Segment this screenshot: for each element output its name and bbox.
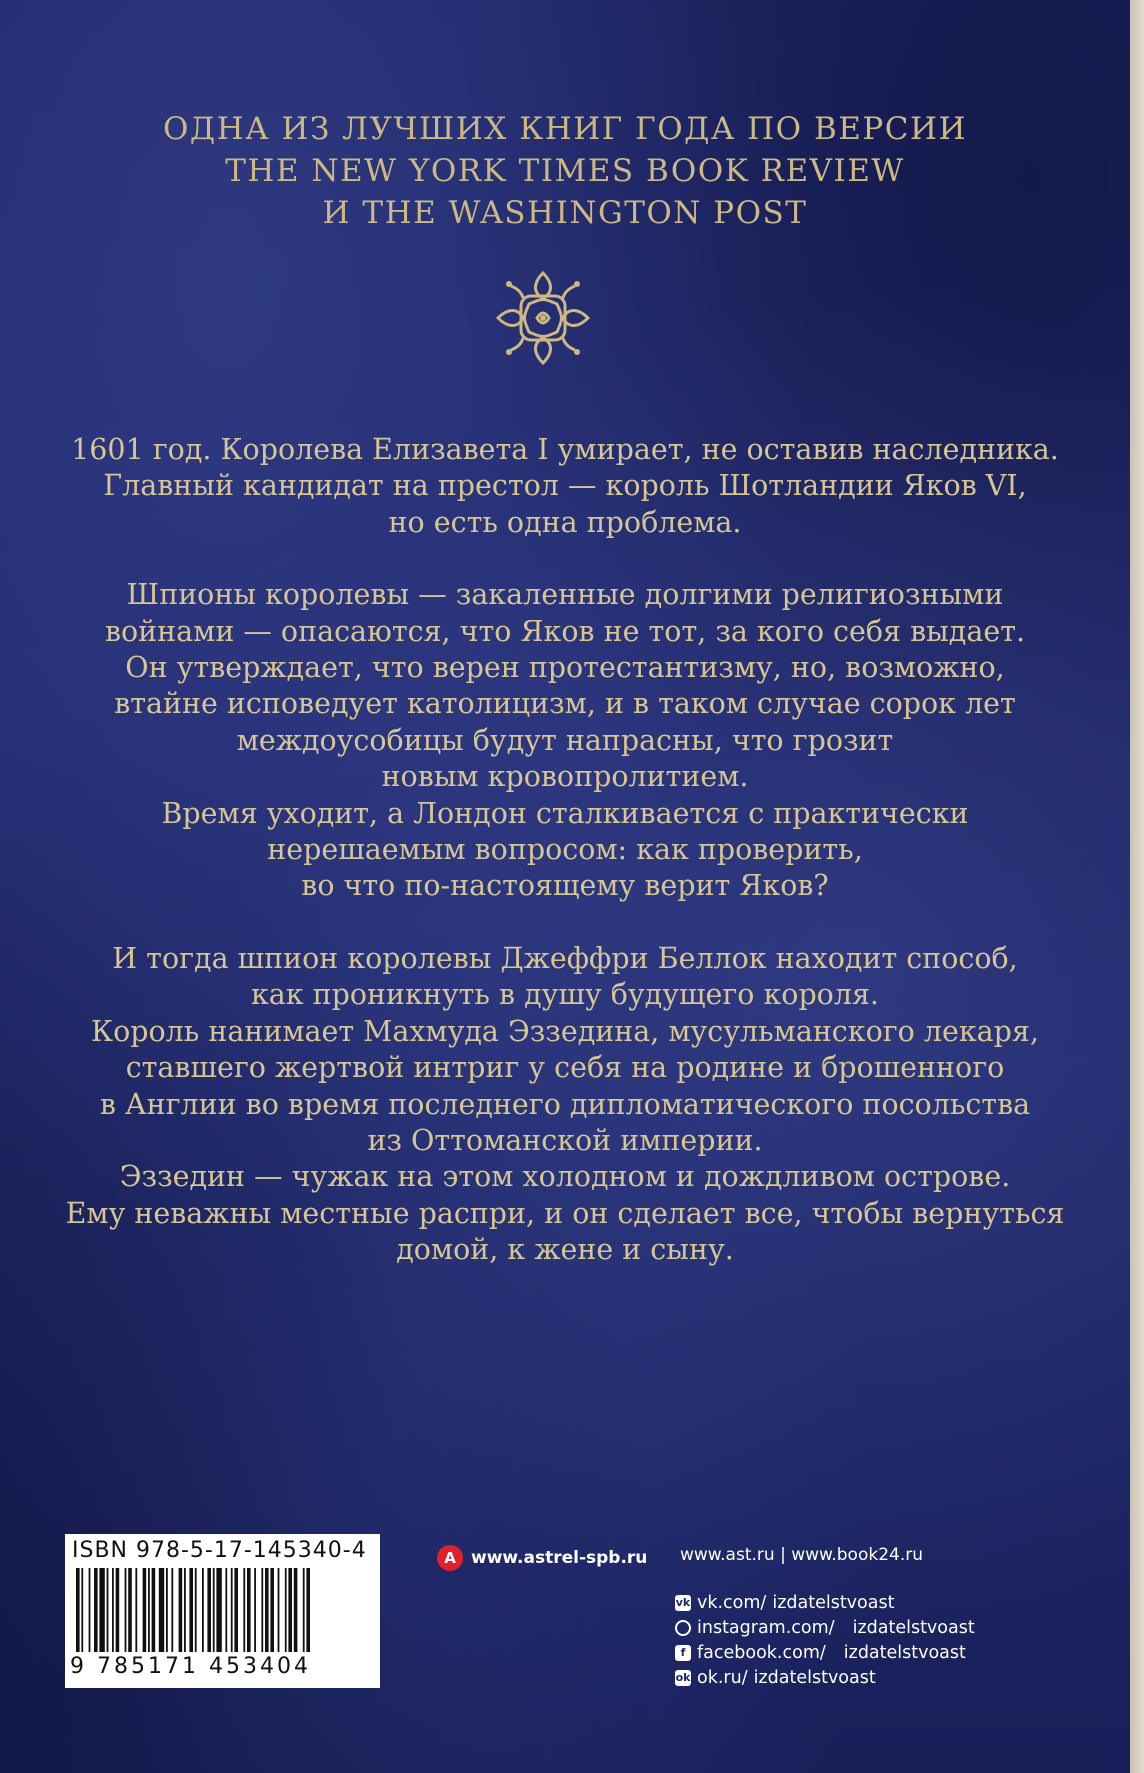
social-link-facebook[interactable] <box>675 1640 975 1665</box>
isbn-number: ISBN 978-5-17-145340-4 <box>72 1538 367 1563</box>
social-links <box>675 1590 975 1690</box>
social-domain: facebook.com/ <box>697 1642 826 1663</box>
astrel-link[interactable] <box>437 1545 647 1571</box>
praise-line: ОДНА ИЗ ЛУЧШИХ КНИГ ГОДА ПО ВЕРСИИ <box>162 111 968 147</box>
blurb-line: нерешаемым вопросом: как проверить, <box>267 833 863 867</box>
barcode-icon <box>74 1568 374 1652</box>
blurb-line: в Англии во время последнего дипломатического посольства <box>99 1087 1031 1121</box>
barcode-digits: 9 785171 453404 <box>70 1654 311 1679</box>
blurb-line: Король нанимает Махмуда Эззедина, мусульманского лекаря, <box>91 1014 1039 1048</box>
praise-line: И THE WASHINGTON POST <box>322 195 808 231</box>
vk-icon: vk <box>675 1596 691 1609</box>
praise-line: THE NEW YORK TIMES BOOK REVIEW <box>225 153 905 189</box>
arabesque-ornament-icon <box>493 268 593 368</box>
social-domain: ok.ru/ <box>697 1667 748 1688</box>
social-link-instagram[interactable] <box>675 1615 975 1640</box>
blurb-line: войнами — опасаются, что Яков не тот, за кого себя выдает. <box>104 614 1026 648</box>
blurb-line: И тогда шпион королевы Джеффри Беллок находит способ, <box>112 941 1018 975</box>
astrel-url: www.astrel-spb.ru <box>471 1548 648 1568</box>
blurb-line: Шпионы королевы — закаленные долгими религиозными <box>126 578 1004 612</box>
astrel-logo-icon: А <box>437 1545 463 1571</box>
blurb-line: Эззедин — чужак на этом холодном и дождливом острове. <box>119 1160 1011 1194</box>
social-domain: vk.com/ <box>697 1592 767 1613</box>
blurb-line: междоусобицы будут напрасны, что грозит <box>236 723 894 757</box>
social-user: izdatelstvoast <box>772 1592 895 1613</box>
blurb-line: но есть одна проблема. <box>388 505 742 539</box>
social-link-ok[interactable] <box>675 1665 975 1690</box>
blurb-line: Ему неважны местные распри, и он сделает все, чтобы вернуться <box>65 1196 1065 1230</box>
blurb-line: как проникнуть в душу будущего короля. <box>250 978 879 1012</box>
blurb-text <box>40 432 1090 1269</box>
social-user: izdatelstvoast <box>843 1642 966 1663</box>
blurb-line: 1601 год. Королева Елизавета I умирает, не оставив наследника. <box>71 433 1059 466</box>
blurb-line: из Оттоманской империи. <box>367 1123 763 1157</box>
blurb-line: новым кровопролитием. <box>381 760 749 794</box>
blurb-line: во что по-настоящему верит Яков? <box>301 869 829 903</box>
blurb-line: втайне исповедует католицизм, и в таком случае сорок лет <box>114 687 1016 721</box>
blurb-line: Время уходит, а Лондон сталкивается с практически <box>161 796 969 830</box>
social-user: izdatelstvoast <box>753 1667 876 1688</box>
spine-edge <box>1130 0 1144 1773</box>
ok-icon: ok <box>675 1671 691 1684</box>
blurb-line: Главный кандидат на престол — король Шотландии Яков VI, <box>103 469 1027 503</box>
facebook-icon: f <box>675 1645 691 1661</box>
social-user: izdatelstvoast <box>852 1617 975 1638</box>
social-domain: instagram.com/ <box>697 1617 835 1638</box>
blurb-line: Он утверждает, что верен протестантизму, но, возможно, <box>125 651 1005 685</box>
publisher-sites[interactable]: www.ast.ru | www.book24.ru <box>680 1545 923 1565</box>
instagram-icon <box>675 1620 691 1636</box>
blurb-line: ставшего жертвой интриг у себя на родине и брошенного <box>125 1051 1005 1085</box>
praise-heading <box>0 108 1130 234</box>
blurb-line: домой, к жене и сыну. <box>396 1233 734 1267</box>
social-link-vk[interactable] <box>675 1590 975 1615</box>
